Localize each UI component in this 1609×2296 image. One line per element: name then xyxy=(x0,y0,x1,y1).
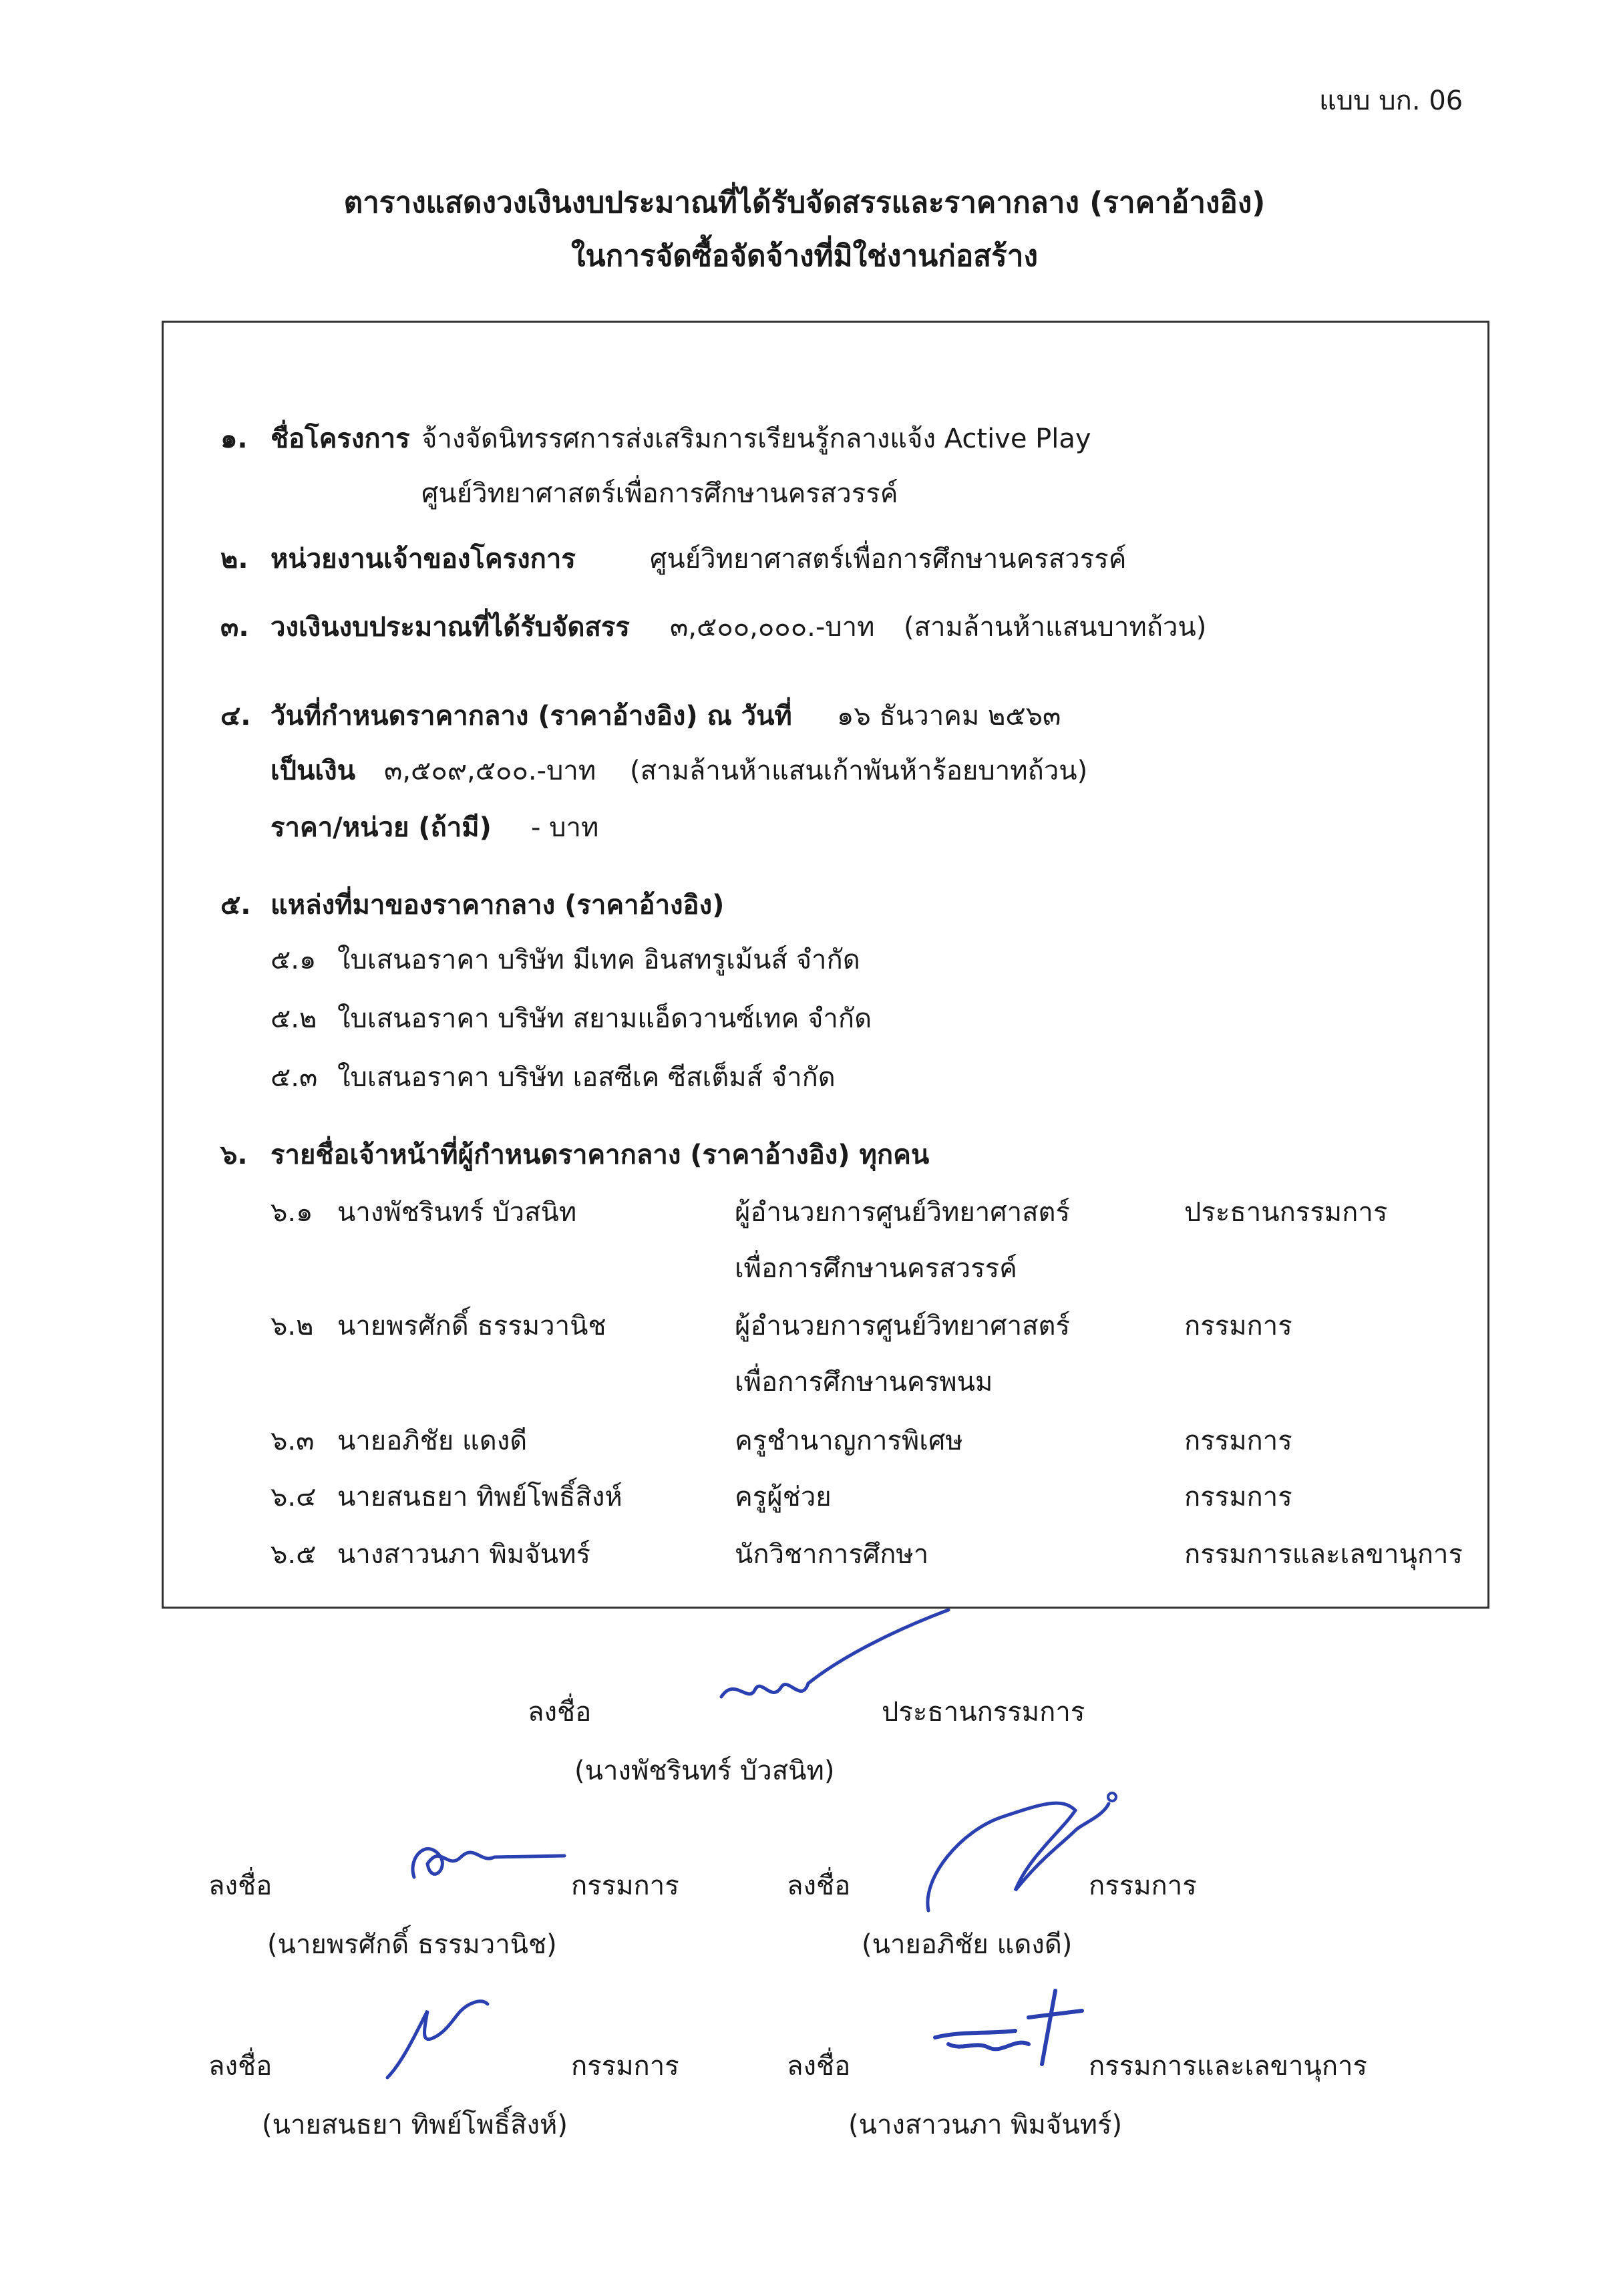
member-number: ๖.๔ xyxy=(271,1482,317,1512)
member-position: ครูผู้ช่วย xyxy=(735,1482,832,1512)
section-3-number: ๓. xyxy=(220,612,249,643)
section-6-label: รายชื่อเจ้าหน้าที่ผู้กำหนดราคากลาง (ราคาอ้างอิง) ทุกคน xyxy=(271,1140,930,1170)
section-3-label: วงเงินงบประมาณที่ได้รับจัดสรร xyxy=(271,612,630,643)
member-role: ประธานกรรมการ xyxy=(1184,1197,1388,1228)
signatory-name: (นางสาวนภา พิมจันทร์) xyxy=(848,2110,1123,2140)
budget-amount-words: (สามล้านห้าแสนบาทถ้วน) xyxy=(904,612,1207,643)
signature-secretary xyxy=(922,1977,1095,2071)
signature-role: ประธานกรรมการ xyxy=(882,1697,1085,1728)
unit-price-label: ราคา/หน่วย (ถ้ามี) xyxy=(271,812,492,843)
reference-amount: ๓,๕๐๙,๕๐๐.-บาท xyxy=(384,756,596,786)
member-position-line2: เพื่อการศึกษานครสวรรค์ xyxy=(735,1253,1017,1284)
signatory-name: (นางพัชรินทร์ บัวสนิท) xyxy=(574,1756,835,1786)
source-item-number: ๕.๓ xyxy=(271,1062,318,1093)
member-role: กรรมการ xyxy=(1184,1482,1292,1512)
section-5-number: ๕. xyxy=(220,890,251,921)
section-1-label: ชื่อโครงการ xyxy=(271,424,410,454)
source-item-number: ๕.๑ xyxy=(271,945,317,975)
member-name: นายอภิชัย แดงดี xyxy=(337,1426,528,1456)
signatory-name: (นายอภิชัย แดงดี) xyxy=(862,1929,1073,1960)
project-owner: ศูนย์วิทยาศาสตร์เพื่อการศึกษานครสวรรค์ xyxy=(650,544,1127,575)
signature-role: กรรมการ xyxy=(571,1870,679,1901)
page-title: ตารางแสดงวงเงินงบประมาณที่ได้รับจัดสรรและราคากลาง (ราคาอ้างอิง) xyxy=(343,186,1266,220)
sign-label: ลงชื่อ xyxy=(208,1870,273,1901)
signature-role: กรรมการและเลขานุการ xyxy=(1089,2051,1367,2082)
sign-label: ลงชื่อ xyxy=(528,1697,592,1728)
member-name: นางสาวนภา พิมจันทร์ xyxy=(337,1539,590,1570)
sign-label: ลงชื่อ xyxy=(208,2051,273,2082)
reference-date: ๑๖ ธันวาคม ๒๕๖๓ xyxy=(837,701,1061,731)
member-number: ๖.๓ xyxy=(271,1426,315,1456)
signatory-name: (นายสนธยา ทิพย์โพธิ์สิงห์) xyxy=(262,2110,568,2140)
member-role: กรรมการและเลขานุการ xyxy=(1184,1539,1463,1570)
section-4-number: ๔. xyxy=(220,701,251,731)
signature-member3 xyxy=(374,1984,508,2091)
member-name: นายสนธยา ทิพย์โพธิ์สิงห์ xyxy=(337,1482,622,1512)
member-position: ผู้อำนวยการศูนย์วิทยาศาสตร์ xyxy=(735,1311,1070,1341)
budget-amount: ๓,๕๐๐,๐๐๐.-บาท xyxy=(670,612,875,643)
member-role: กรรมการ xyxy=(1184,1426,1292,1456)
section-5-label: แหล่งที่มาของราคากลาง (ราคาอ้างอิง) xyxy=(271,890,725,921)
section-2-number: ๒. xyxy=(220,544,248,575)
signature-role: กรรมการ xyxy=(571,2051,679,2082)
project-name-line2: ศูนย์วิทยาศาสตร์เพื่อการศึกษานครสวรรค์ xyxy=(421,478,898,509)
signature-member1 xyxy=(401,1817,574,1897)
source-item-number: ๕.๒ xyxy=(271,1003,317,1034)
member-name: นางพัชรินทร์ บัวสนิท xyxy=(337,1197,577,1228)
member-name: นายพรศักดิ์ ธรรมวานิช xyxy=(337,1311,606,1341)
source-item: ใบเสนอราคา บริษัท สยามแอ็ดวานซ์เทค จำกัด xyxy=(337,1003,872,1034)
sign-label: ลงชื่อ xyxy=(787,1870,851,1901)
signatory-name: (นายพรศักดิ์ ธรรมวานิช) xyxy=(267,1929,557,1960)
source-item: ใบเสนอราคา บริษัท เอสซีเค ซีสเต็มส์ จำกัด xyxy=(337,1062,836,1093)
member-number: ๖.๑ xyxy=(271,1197,313,1228)
section-1-number: ๑. xyxy=(220,424,248,454)
member-position: นักวิชาการศึกษา xyxy=(735,1539,929,1570)
member-position-line2: เพื่อการศึกษานครพนม xyxy=(735,1367,993,1398)
section-2-label: หน่วยงานเจ้าของโครงการ xyxy=(271,544,576,575)
content-frame xyxy=(162,321,1489,1609)
signature-member2 xyxy=(908,1777,1129,1931)
member-number: ๖.๒ xyxy=(271,1311,314,1341)
section-4-label: วันที่กำหนดราคากลาง (ราคาอ้างอิง) ณ วันที่ xyxy=(271,701,792,731)
unit-price: - บาท xyxy=(531,812,599,843)
section-6-number: ๖. xyxy=(220,1140,248,1170)
form-code: แบบ บก. 06 xyxy=(1319,86,1463,116)
source-item: ใบเสนอราคา บริษัท มีเทค อินสทรูเม้นส์ จำกัด xyxy=(337,945,860,975)
sign-label: ลงชื่อ xyxy=(787,2051,851,2082)
reference-amount-words: (สามล้านห้าแสนเก้าพันห้าร้อยบาทถ้วน) xyxy=(630,756,1088,786)
signature-role: กรรมการ xyxy=(1089,1870,1197,1901)
member-number: ๖.๕ xyxy=(271,1539,317,1570)
project-name: จ้างจัดนิทรรศการส่งเสริมการเรียนรู้กลางแจ้ง Active Play xyxy=(421,424,1091,454)
page-subtitle: ในการจัดซื้อจัดจ้างที่มิใช่งานก่อสร้าง xyxy=(571,239,1038,273)
amount-label: เป็นเงิน xyxy=(271,756,355,786)
member-position: ครูชำนาญการพิเศษ xyxy=(735,1426,963,1456)
member-position: ผู้อำนวยการศูนย์วิทยาศาสตร์ xyxy=(735,1197,1070,1228)
member-role: กรรมการ xyxy=(1184,1311,1292,1341)
